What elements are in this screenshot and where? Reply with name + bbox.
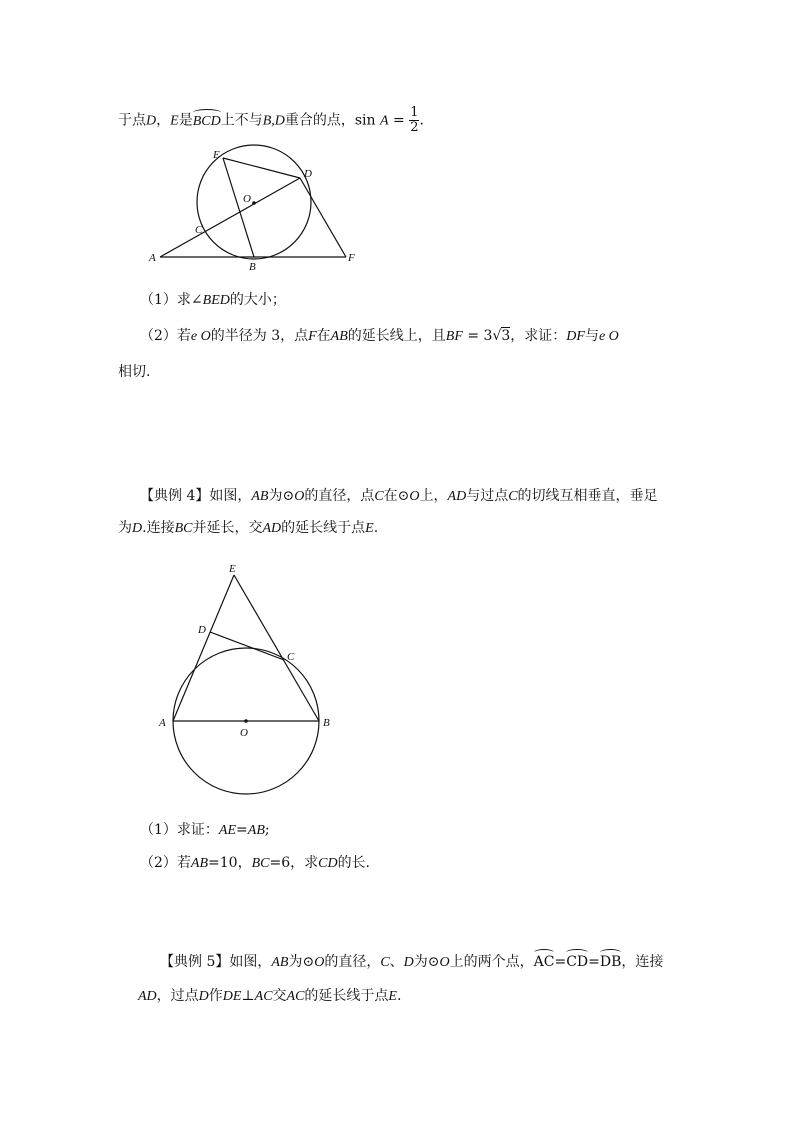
- text: 上不与: [220, 112, 263, 129]
- label-E: E: [213, 149, 220, 161]
- var-AE: AE: [218, 823, 237, 838]
- label-C: C: [195, 224, 203, 236]
- text: 的长.: [337, 855, 371, 871]
- text: .: [396, 988, 402, 1004]
- label-C: C: [287, 651, 295, 663]
- var-DE: DE: [222, 989, 242, 1004]
- text: 的延长线于点: [304, 988, 389, 1004]
- var-O: O: [409, 489, 420, 504]
- text: 、: [389, 954, 404, 970]
- example-tag: 【典例 5】: [160, 954, 230, 970]
- center-dot: [252, 201, 256, 205]
- text: 与过点: [466, 488, 509, 504]
- var-O: O: [314, 955, 325, 970]
- var-AD: AD: [262, 521, 282, 536]
- arc-AC: AC: [533, 954, 555, 970]
- value: =10，: [208, 855, 252, 871]
- var-E: E: [170, 113, 179, 129]
- label-D: D: [198, 624, 206, 636]
- example-4-question-2: [140, 853, 370, 874]
- arc-DB: DB: [599, 954, 622, 970]
- var-AB: AB: [271, 955, 289, 970]
- var-D: D: [198, 989, 209, 1004]
- label-E: E: [229, 563, 236, 575]
- var-O: O: [294, 489, 305, 504]
- denominator: 2: [410, 120, 419, 135]
- circle-O-symbol: e O: [598, 329, 619, 344]
- text: ，过点: [156, 988, 199, 1004]
- var-D: D: [132, 521, 143, 536]
- line-EB: [223, 158, 254, 257]
- problem-intro-line: [118, 106, 424, 135]
- label-F: F: [348, 252, 355, 264]
- text: （2）若: [140, 855, 191, 871]
- var-E: E: [388, 989, 397, 1004]
- text: .: [373, 520, 379, 536]
- equals: =: [236, 822, 248, 838]
- var-D: D: [403, 955, 414, 970]
- question-2-continued: 相切.: [118, 364, 151, 380]
- text: 作: [208, 988, 223, 1004]
- text: 与: [584, 328, 599, 344]
- angle-BED: ∠BED: [190, 293, 230, 308]
- text: 的延长线上，且: [347, 328, 446, 344]
- equals: =: [588, 954, 600, 970]
- var-C: C: [374, 489, 384, 504]
- question-1: [140, 290, 286, 311]
- line-AE: [173, 575, 234, 721]
- var-AB: AB: [251, 489, 269, 504]
- equals-value: = 3: [462, 328, 493, 344]
- var-AB: AB: [190, 856, 209, 871]
- example-4-question-1: [140, 820, 270, 841]
- example-5-line-1: [160, 952, 663, 973]
- var-DF: DF: [566, 329, 585, 344]
- text: 的大小；: [229, 292, 286, 308]
- text: 的半径为 3，点: [210, 328, 309, 344]
- label-B: B: [249, 261, 256, 270]
- label-D: D: [304, 168, 312, 180]
- equals: =: [554, 954, 567, 970]
- example-5-line-2: [138, 986, 401, 1007]
- var-D: D: [146, 113, 157, 129]
- var-AC: AC: [254, 989, 273, 1004]
- label-A: A: [159, 717, 166, 729]
- label-B: B: [323, 717, 330, 729]
- text: ，求证：: [510, 328, 567, 344]
- text: 在: [316, 328, 331, 344]
- var-AC: AC: [286, 989, 305, 1004]
- line-DC: [210, 632, 284, 660]
- var-AB: AB: [330, 329, 348, 344]
- var-BD: B,D: [262, 113, 285, 129]
- text: （1）求: [140, 292, 191, 308]
- perpendicular-symbol: ⊥: [241, 988, 255, 1004]
- text: 上，: [419, 488, 448, 504]
- label-A: A: [149, 252, 156, 264]
- text: 的切线互相垂直，垂足: [517, 488, 658, 504]
- var-C: C: [380, 955, 390, 970]
- line-ED: [223, 158, 300, 178]
- text: 的直径，点: [304, 488, 375, 504]
- radicand: 3: [501, 328, 511, 344]
- var-BF: BF: [445, 329, 463, 344]
- text: 为⊙: [268, 488, 295, 504]
- example-tag: 【典例 4】: [140, 488, 210, 504]
- text: .: [419, 112, 424, 129]
- figure-2-circle-diagram: [150, 560, 340, 800]
- var-F: F: [308, 329, 317, 344]
- var-AD: AD: [138, 989, 157, 1004]
- text: 为⊙: [288, 954, 315, 970]
- var-BC: BC: [174, 521, 193, 536]
- value: =6，求: [269, 855, 319, 871]
- text: 上的两个点，: [449, 954, 534, 970]
- text: 为: [118, 520, 132, 536]
- text: 重合的点，: [284, 112, 355, 129]
- var-A: A: [380, 113, 389, 129]
- var-AB: AB: [247, 823, 265, 838]
- text: ;: [264, 822, 270, 838]
- sin-label: sin: [354, 112, 376, 129]
- text: 如图，: [209, 488, 252, 504]
- text: ，连接: [621, 954, 664, 970]
- text: 于点: [118, 112, 146, 129]
- text: （1）求证：: [140, 822, 219, 838]
- text: ，: [156, 112, 171, 129]
- example-4-line-2: [118, 518, 378, 539]
- text: 是: [178, 112, 193, 129]
- var-CD: CD: [318, 856, 338, 871]
- text: 的直径，: [324, 954, 381, 970]
- text: 交: [272, 988, 287, 1004]
- circle-O-symbol: e O: [190, 329, 211, 344]
- var-AD: AD: [447, 489, 467, 504]
- text: 并延长，交: [192, 520, 263, 536]
- var-O: O: [439, 955, 450, 970]
- arc-CD: CD: [566, 954, 589, 970]
- question-2: [140, 326, 619, 347]
- var-C: C: [508, 489, 518, 504]
- numerator: 1: [410, 105, 419, 120]
- text: .连接: [142, 520, 175, 536]
- sqrt-symbol: √: [492, 328, 502, 344]
- text: 为⊙: [413, 954, 440, 970]
- var-BC: BC: [251, 856, 270, 871]
- label-O: O: [243, 193, 251, 205]
- text: 在⊙: [383, 488, 410, 504]
- text: （2）若: [140, 328, 191, 344]
- center-dot: [244, 719, 248, 723]
- figure-1-circle-diagram: [140, 140, 380, 270]
- line-AD: [160, 178, 300, 257]
- text: 的延长线于点: [281, 520, 366, 536]
- line-DF: [300, 178, 346, 257]
- label-O: O: [240, 727, 248, 739]
- equals: =: [388, 112, 410, 129]
- text: 如图，: [229, 954, 272, 970]
- example-4-line-1: [140, 486, 658, 507]
- var-E: E: [365, 521, 374, 536]
- fraction-one-half: [409, 106, 419, 135]
- arc-BCD: BCD: [193, 112, 221, 132]
